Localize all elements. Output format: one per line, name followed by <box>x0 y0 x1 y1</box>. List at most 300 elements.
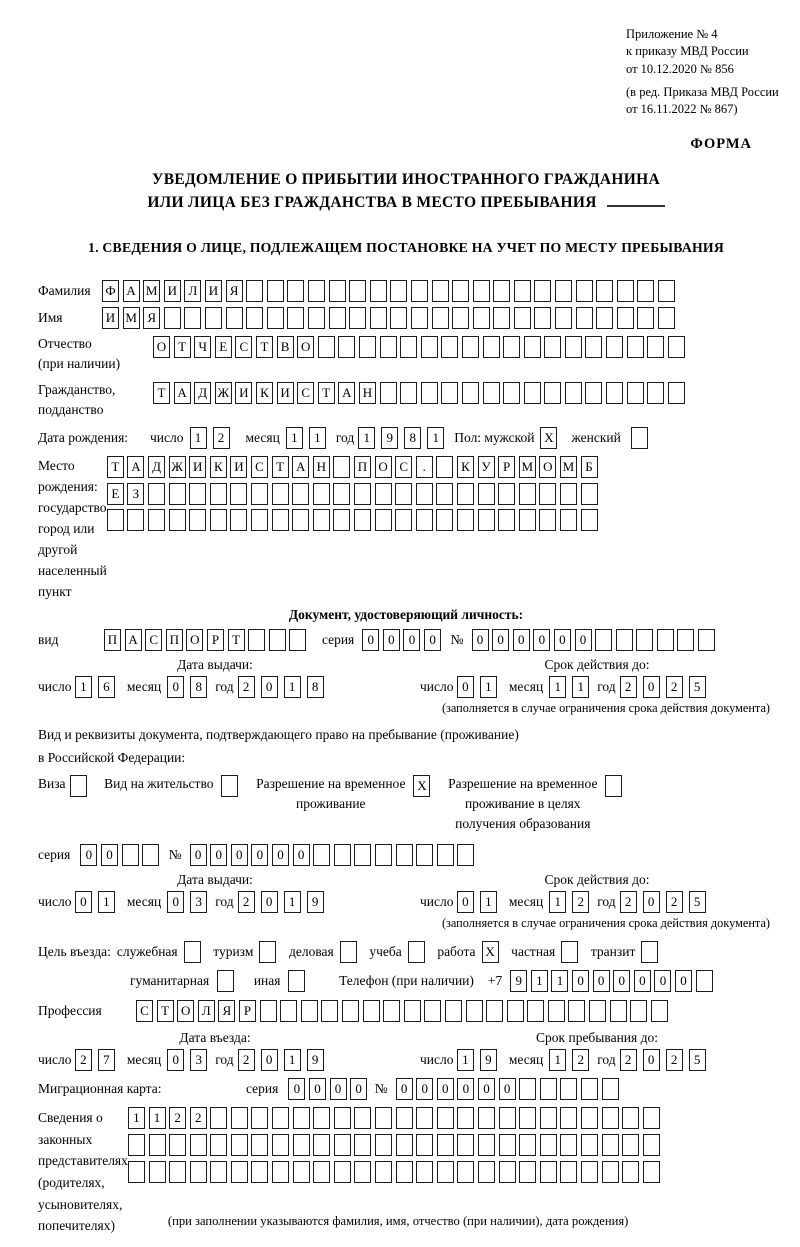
char-box[interactable] <box>498 483 515 505</box>
char-box[interactable] <box>560 1161 577 1183</box>
identity-valid-month-input[interactable] <box>549 676 595 698</box>
char-box[interactable]: С <box>251 456 268 478</box>
char-box[interactable] <box>437 1107 454 1129</box>
char-box[interactable] <box>107 509 124 531</box>
char-box[interactable]: 1 <box>98 891 115 913</box>
char-box[interactable] <box>231 1107 248 1129</box>
char-box[interactable] <box>354 844 371 866</box>
char-box[interactable]: 0 <box>261 891 278 913</box>
residence-issue-day-input[interactable] <box>75 891 121 913</box>
char-box[interactable] <box>698 629 715 651</box>
purpose-study-checkbox[interactable] <box>408 941 429 963</box>
char-box[interactable] <box>380 382 397 404</box>
char-box[interactable] <box>321 1000 338 1022</box>
char-box[interactable]: 1 <box>480 891 497 913</box>
char-box[interactable] <box>333 456 350 478</box>
char-box[interactable] <box>478 1134 495 1156</box>
char-box[interactable]: 8 <box>190 676 207 698</box>
char-box[interactable]: Ж <box>169 456 186 478</box>
char-box[interactable] <box>622 1107 639 1129</box>
char-box[interactable] <box>354 1107 371 1129</box>
char-box[interactable] <box>457 1134 474 1156</box>
char-box[interactable] <box>411 307 428 329</box>
char-box[interactable] <box>668 382 685 404</box>
char-box[interactable]: С <box>297 382 314 404</box>
char-box[interactable] <box>272 1161 289 1183</box>
edu-residence-checkbox[interactable] <box>605 775 626 797</box>
char-box[interactable]: X <box>413 775 430 797</box>
char-box[interactable] <box>622 1134 639 1156</box>
char-box[interactable]: 9 <box>307 1049 324 1071</box>
char-box[interactable] <box>292 483 309 505</box>
char-box[interactable] <box>560 509 577 531</box>
char-box[interactable]: Е <box>215 336 232 358</box>
char-box[interactable] <box>375 1107 392 1129</box>
char-box[interactable]: 0 <box>261 1049 278 1071</box>
char-box[interactable]: X <box>482 941 499 963</box>
char-box[interactable]: 1 <box>551 970 568 992</box>
identity-valid-year-input[interactable] <box>620 676 712 698</box>
char-box[interactable] <box>184 307 201 329</box>
char-box[interactable] <box>210 1161 227 1183</box>
surname-input[interactable] <box>102 280 679 302</box>
char-box[interactable] <box>651 1000 668 1022</box>
char-box[interactable] <box>260 1000 277 1022</box>
char-box[interactable]: 0 <box>457 1078 474 1100</box>
char-box[interactable] <box>269 629 286 651</box>
stay-year-input[interactable] <box>620 1049 712 1071</box>
char-box[interactable]: Р <box>498 456 515 478</box>
char-box[interactable] <box>432 280 449 302</box>
char-box[interactable] <box>280 1000 297 1022</box>
birth-month-input[interactable] <box>286 427 332 449</box>
char-box[interactable] <box>437 844 454 866</box>
char-box[interactable]: 1 <box>190 427 207 449</box>
char-box[interactable]: 2 <box>238 1049 255 1071</box>
migration-series-input[interactable] <box>288 1078 370 1100</box>
char-box[interactable] <box>555 307 572 329</box>
char-box[interactable] <box>363 1000 380 1022</box>
char-box[interactable]: 1 <box>549 891 566 913</box>
char-box[interactable] <box>534 307 551 329</box>
char-box[interactable] <box>70 775 87 797</box>
char-box[interactable]: О <box>297 336 314 358</box>
char-box[interactable] <box>473 280 490 302</box>
char-box[interactable] <box>527 1000 544 1022</box>
char-box[interactable]: 2 <box>572 891 589 913</box>
char-box[interactable] <box>248 629 265 651</box>
char-box[interactable] <box>565 382 582 404</box>
char-box[interactable]: 2 <box>75 1049 92 1071</box>
char-box[interactable] <box>498 509 515 531</box>
char-box[interactable] <box>246 280 263 302</box>
char-box[interactable] <box>514 307 531 329</box>
char-box[interactable] <box>503 336 520 358</box>
char-box[interactable] <box>503 382 520 404</box>
char-box[interactable]: Ф <box>102 280 119 302</box>
char-box[interactable] <box>308 307 325 329</box>
char-box[interactable] <box>396 1134 413 1156</box>
identity-issue-year-input[interactable] <box>238 676 330 698</box>
char-box[interactable]: 2 <box>620 891 637 913</box>
char-box[interactable]: 3 <box>190 1049 207 1071</box>
char-box[interactable] <box>519 1078 536 1100</box>
char-box[interactable] <box>643 1161 660 1183</box>
char-box[interactable] <box>416 1161 433 1183</box>
identity-issue-month-input[interactable] <box>167 676 213 698</box>
char-box[interactable]: Т <box>318 382 335 404</box>
char-box[interactable]: Д <box>194 382 211 404</box>
char-box[interactable] <box>396 1161 413 1183</box>
purpose-humanitarian-checkbox[interactable] <box>217 970 238 992</box>
citizenship-input[interactable] <box>153 382 688 404</box>
char-box[interactable] <box>560 1134 577 1156</box>
char-box[interactable]: 0 <box>457 891 474 913</box>
char-box[interactable]: 1 <box>549 1049 566 1071</box>
char-box[interactable] <box>647 382 664 404</box>
char-box[interactable] <box>149 1161 166 1183</box>
char-box[interactable] <box>637 307 654 329</box>
char-box[interactable] <box>589 1000 606 1022</box>
char-box[interactable]: 0 <box>457 676 474 698</box>
char-box[interactable] <box>524 336 541 358</box>
char-box[interactable] <box>308 280 325 302</box>
patronymic-input[interactable] <box>153 336 688 358</box>
char-box[interactable] <box>354 1134 371 1156</box>
char-box[interactable]: Ч <box>194 336 211 358</box>
char-box[interactable]: 1 <box>358 427 375 449</box>
char-box[interactable] <box>677 629 694 651</box>
char-box[interactable]: 0 <box>210 844 227 866</box>
char-box[interactable] <box>466 1000 483 1022</box>
char-box[interactable]: . <box>416 456 433 478</box>
char-box[interactable] <box>259 941 276 963</box>
char-box[interactable]: В <box>277 336 294 358</box>
char-box[interactable] <box>478 483 495 505</box>
char-box[interactable] <box>544 382 561 404</box>
char-box[interactable]: 2 <box>190 1107 207 1129</box>
purpose-transit-checkbox[interactable] <box>641 941 662 963</box>
char-box[interactable] <box>416 509 433 531</box>
char-box[interactable]: И <box>205 280 222 302</box>
char-box[interactable] <box>457 1161 474 1183</box>
char-box[interactable]: 9 <box>510 970 527 992</box>
char-box[interactable]: Е <box>107 483 124 505</box>
char-box[interactable]: Л <box>198 1000 215 1022</box>
char-box[interactable]: 1 <box>284 676 301 698</box>
char-box[interactable] <box>251 1107 268 1129</box>
char-box[interactable] <box>210 483 227 505</box>
sex-male-checkbox[interactable] <box>540 427 563 449</box>
char-box[interactable] <box>272 1134 289 1156</box>
char-box[interactable] <box>457 509 474 531</box>
char-box[interactable] <box>329 280 346 302</box>
char-box[interactable] <box>231 1134 248 1156</box>
char-box[interactable]: 2 <box>620 1049 637 1071</box>
char-box[interactable] <box>561 941 578 963</box>
char-box[interactable] <box>519 1107 536 1129</box>
char-box[interactable] <box>340 941 357 963</box>
char-box[interactable] <box>436 509 453 531</box>
char-box[interactable] <box>375 483 392 505</box>
char-box[interactable] <box>630 1000 647 1022</box>
char-box[interactable]: 0 <box>478 1078 495 1100</box>
char-box[interactable]: С <box>235 336 252 358</box>
doc-number-input[interactable] <box>472 629 719 651</box>
char-box[interactable]: 2 <box>666 676 683 698</box>
char-box[interactable] <box>436 483 453 505</box>
char-box[interactable] <box>555 280 572 302</box>
char-box[interactable] <box>478 509 495 531</box>
char-box[interactable] <box>205 307 222 329</box>
purpose-work-checkbox[interactable] <box>482 941 503 963</box>
char-box[interactable]: К <box>210 456 227 478</box>
char-box[interactable]: X <box>540 427 557 449</box>
char-box[interactable] <box>602 1161 619 1183</box>
char-box[interactable]: 1 <box>286 427 303 449</box>
char-box[interactable] <box>267 307 284 329</box>
char-box[interactable]: 1 <box>75 676 92 698</box>
char-box[interactable] <box>514 280 531 302</box>
char-box[interactable]: А <box>174 382 191 404</box>
purpose-other-checkbox[interactable] <box>288 970 309 992</box>
birth-year-input[interactable] <box>358 427 450 449</box>
char-box[interactable] <box>349 307 366 329</box>
char-box[interactable] <box>437 1134 454 1156</box>
char-box[interactable] <box>478 1107 495 1129</box>
char-box[interactable] <box>313 1161 330 1183</box>
char-box[interactable] <box>452 280 469 302</box>
residence-valid-month-input[interactable] <box>549 891 595 913</box>
char-box[interactable] <box>272 1107 289 1129</box>
char-box[interactable]: 2 <box>666 1049 683 1071</box>
char-box[interactable] <box>251 1161 268 1183</box>
char-box[interactable] <box>395 509 412 531</box>
char-box[interactable] <box>658 307 675 329</box>
char-box[interactable] <box>647 336 664 358</box>
char-box[interactable] <box>602 1078 619 1100</box>
char-box[interactable]: 0 <box>261 676 278 698</box>
char-box[interactable]: 0 <box>362 629 379 651</box>
char-box[interactable]: 0 <box>593 970 610 992</box>
char-box[interactable] <box>251 1134 268 1156</box>
char-box[interactable] <box>581 509 598 531</box>
char-box[interactable] <box>416 483 433 505</box>
char-box[interactable]: П <box>104 629 121 651</box>
char-box[interactable]: 0 <box>330 1078 347 1100</box>
char-box[interactable] <box>272 483 289 505</box>
char-box[interactable] <box>616 629 633 651</box>
char-box[interactable] <box>668 336 685 358</box>
purpose-official-checkbox[interactable] <box>184 941 205 963</box>
char-box[interactable] <box>462 336 479 358</box>
char-box[interactable] <box>606 382 623 404</box>
char-box[interactable]: 1 <box>549 676 566 698</box>
char-box[interactable] <box>637 280 654 302</box>
char-box[interactable]: С <box>395 456 412 478</box>
entry-month-input[interactable] <box>167 1049 213 1071</box>
char-box[interactable]: 0 <box>437 1078 454 1100</box>
residence-number-input[interactable] <box>190 844 478 866</box>
char-box[interactable] <box>334 844 351 866</box>
char-box[interactable] <box>436 456 453 478</box>
char-box[interactable]: М <box>560 456 577 478</box>
char-box[interactable]: Я <box>143 307 160 329</box>
representatives-row2-input[interactable] <box>128 1134 663 1156</box>
char-box[interactable] <box>289 629 306 651</box>
char-box[interactable] <box>293 1161 310 1183</box>
char-box[interactable]: П <box>166 629 183 651</box>
char-box[interactable] <box>560 1107 577 1129</box>
char-box[interactable] <box>483 382 500 404</box>
char-box[interactable] <box>457 1107 474 1129</box>
char-box[interactable] <box>548 1000 565 1022</box>
char-box[interactable]: 0 <box>613 970 630 992</box>
char-box[interactable] <box>507 1000 524 1022</box>
char-box[interactable] <box>251 509 268 531</box>
char-box[interactable] <box>400 382 417 404</box>
char-box[interactable] <box>313 1134 330 1156</box>
char-box[interactable] <box>313 483 330 505</box>
char-box[interactable] <box>636 629 653 651</box>
char-box[interactable]: 0 <box>572 970 589 992</box>
char-box[interactable]: 0 <box>492 629 509 651</box>
char-box[interactable] <box>210 1134 227 1156</box>
char-box[interactable] <box>411 280 428 302</box>
char-box[interactable]: 0 <box>643 1049 660 1071</box>
char-box[interactable]: Б <box>581 456 598 478</box>
char-box[interactable]: 0 <box>75 891 92 913</box>
char-box[interactable]: 1 <box>284 891 301 913</box>
char-box[interactable] <box>313 509 330 531</box>
char-box[interactable]: 0 <box>167 891 184 913</box>
entry-year-input[interactable] <box>238 1049 330 1071</box>
char-box[interactable]: 1 <box>480 676 497 698</box>
char-box[interactable] <box>568 1000 585 1022</box>
char-box[interactable]: Р <box>239 1000 256 1022</box>
char-box[interactable] <box>540 1107 557 1129</box>
char-box[interactable]: 0 <box>350 1078 367 1100</box>
char-box[interactable]: 0 <box>293 844 310 866</box>
char-box[interactable]: 2 <box>213 427 230 449</box>
char-box[interactable] <box>359 336 376 358</box>
char-box[interactable]: 1 <box>128 1107 145 1129</box>
char-box[interactable] <box>375 1134 392 1156</box>
char-box[interactable] <box>441 336 458 358</box>
identity-issue-day-input[interactable] <box>75 676 121 698</box>
char-box[interactable]: 0 <box>251 844 268 866</box>
char-box[interactable]: Я <box>226 280 243 302</box>
char-box[interactable]: 0 <box>167 676 184 698</box>
char-box[interactable]: 8 <box>307 676 324 698</box>
residence-series-input[interactable] <box>80 844 162 866</box>
char-box[interactable] <box>424 1000 441 1022</box>
char-box[interactable]: 2 <box>620 676 637 698</box>
char-box[interactable] <box>493 280 510 302</box>
char-box[interactable]: И <box>102 307 119 329</box>
char-box[interactable] <box>560 1078 577 1100</box>
char-box[interactable] <box>354 1161 371 1183</box>
char-box[interactable] <box>585 336 602 358</box>
char-box[interactable] <box>334 1134 351 1156</box>
char-box[interactable]: 9 <box>307 891 324 913</box>
char-box[interactable]: О <box>539 456 556 478</box>
char-box[interactable] <box>370 280 387 302</box>
char-box[interactable]: Н <box>359 382 376 404</box>
char-box[interactable] <box>354 483 371 505</box>
char-box[interactable] <box>605 775 622 797</box>
char-box[interactable] <box>416 844 433 866</box>
char-box[interactable] <box>404 1000 421 1022</box>
char-box[interactable] <box>190 1161 207 1183</box>
char-box[interactable] <box>169 1134 186 1156</box>
char-box[interactable]: 1 <box>284 1049 301 1071</box>
char-box[interactable]: М <box>123 307 140 329</box>
char-box[interactable] <box>627 382 644 404</box>
char-box[interactable]: 0 <box>403 629 420 651</box>
char-box[interactable]: Н <box>313 456 330 478</box>
char-box[interactable] <box>617 307 634 329</box>
char-box[interactable] <box>421 382 438 404</box>
entry-day-input[interactable] <box>75 1049 121 1071</box>
char-box[interactable]: И <box>235 382 252 404</box>
char-box[interactable]: Т <box>107 456 124 478</box>
char-box[interactable] <box>342 1000 359 1022</box>
sex-female-checkbox[interactable] <box>631 427 654 449</box>
residence-valid-day-input[interactable] <box>457 891 503 913</box>
doc-series-input[interactable] <box>362 629 444 651</box>
char-box[interactable] <box>416 1107 433 1129</box>
char-box[interactable] <box>333 483 350 505</box>
char-box[interactable]: 2 <box>666 891 683 913</box>
char-box[interactable] <box>293 1107 310 1129</box>
char-box[interactable] <box>519 1161 536 1183</box>
char-box[interactable] <box>313 844 330 866</box>
char-box[interactable]: 0 <box>575 629 592 651</box>
char-box[interactable] <box>395 483 412 505</box>
char-box[interactable] <box>595 629 612 651</box>
char-box[interactable] <box>349 280 366 302</box>
char-box[interactable]: Д <box>148 456 165 478</box>
char-box[interactable] <box>539 483 556 505</box>
char-box[interactable]: 0 <box>643 676 660 698</box>
char-box[interactable]: 0 <box>231 844 248 866</box>
char-box[interactable]: 1 <box>572 676 589 698</box>
char-box[interactable] <box>576 307 593 329</box>
char-box[interactable] <box>696 970 713 992</box>
char-box[interactable] <box>217 970 234 992</box>
char-box[interactable]: А <box>292 456 309 478</box>
char-box[interactable]: Я <box>218 1000 235 1022</box>
char-box[interactable] <box>534 280 551 302</box>
char-box[interactable] <box>246 307 263 329</box>
stay-day-input[interactable] <box>457 1049 503 1071</box>
char-box[interactable]: Т <box>228 629 245 651</box>
char-box[interactable]: 0 <box>472 629 489 651</box>
char-box[interactable]: С <box>136 1000 153 1022</box>
char-box[interactable] <box>313 1107 330 1129</box>
char-box[interactable]: О <box>375 456 392 478</box>
char-box[interactable]: О <box>186 629 203 651</box>
birth-place-row3-input[interactable] <box>107 509 601 531</box>
char-box[interactable] <box>457 483 474 505</box>
char-box[interactable]: П <box>354 456 371 478</box>
visa-checkbox[interactable] <box>70 775 91 797</box>
char-box[interactable]: Т <box>272 456 289 478</box>
doc-kind-input[interactable] <box>104 629 310 651</box>
char-box[interactable] <box>524 382 541 404</box>
char-box[interactable]: 6 <box>98 676 115 698</box>
